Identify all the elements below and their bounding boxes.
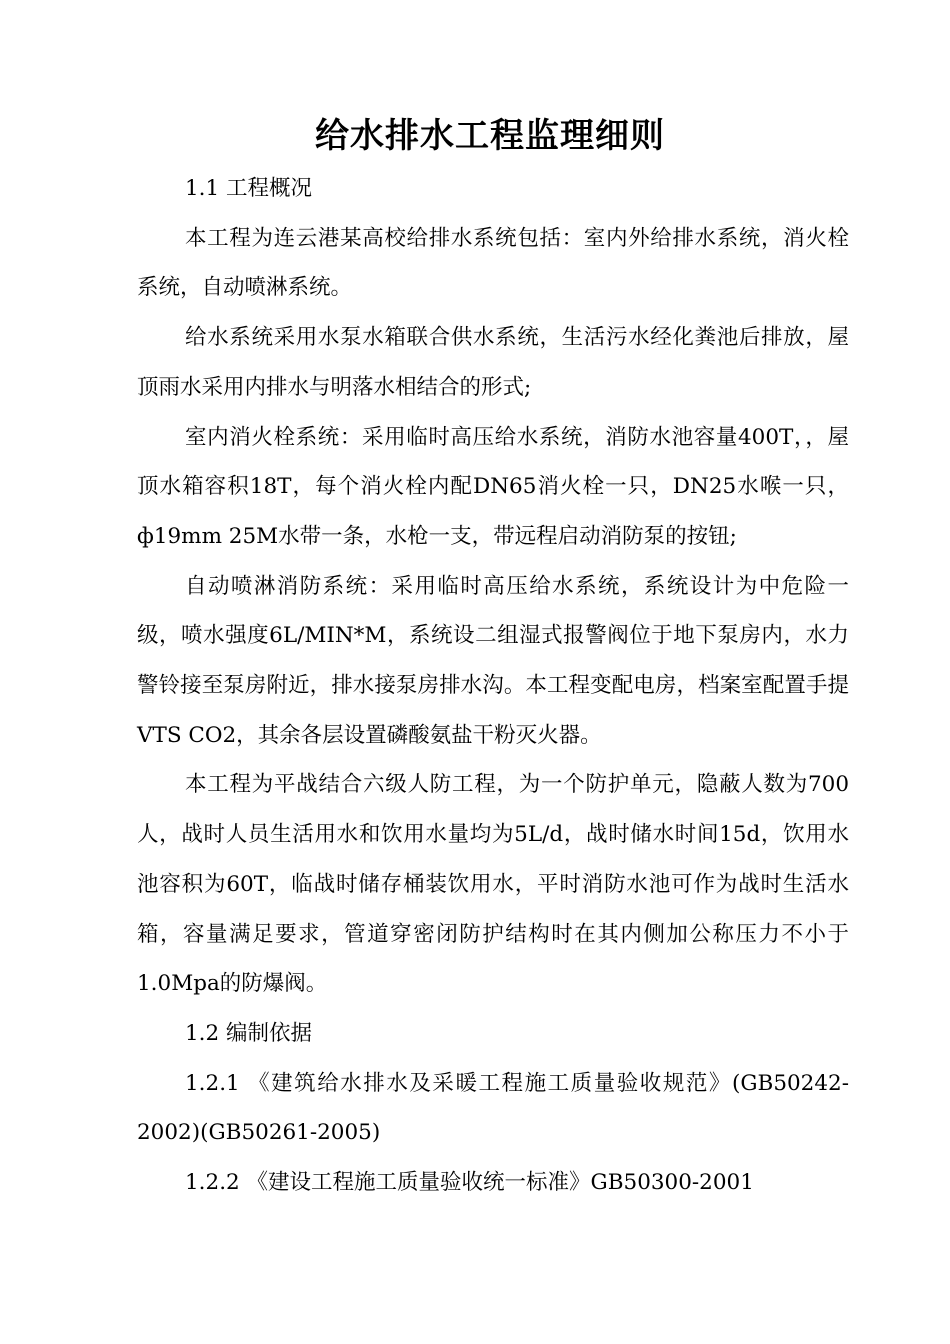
paragraph-sprinkler-system: 自动喷淋消防系统：采用临时高压给水系统，系统设计为中危险一级，喷水强度6L/MIN*M，系统设二组湿式报警阀位于地下泵房内，水力警铃接至泵房附近，排水接泵房排水沟。本工程变配电房，档案室配置手提VTS CO2，其余各层设置磷酸氨盐干粉灭火器。	[137, 573, 849, 748]
paragraph-overview: 本工程为连云港某高校给排水系统包括：室内外给排水系统，消火栓系统，自动喷淋系统。	[137, 225, 849, 301]
section-heading-1-2: 1.2 编制依据	[185, 1020, 313, 1046]
paragraph-civil-defense: 本工程为平战结合六级人防工程，为一个防护单元，隐蔽人数为700人，战时人员生活用水和饮用水量均为5L/d，战时储水时间15d，饮用水池容积为60T，临战时储存桶装饮用水，平时消防水池可作为战时生活水箱，容量满足要求，管道穿密闭防护结构时在其内侧加公称压力不小于1.0Mpa的防爆阀。	[137, 772, 849, 997]
list-item-1-2-1: 1.2.1 《建筑给水排水及采暖工程施工质量验收规范》(GB50242-2002)(GB50261-2005)	[137, 1070, 849, 1146]
document-title: 给水排水工程监理细则	[315, 116, 665, 156]
paragraph-water-supply: 给水系统采用水泵水箱联合供水系统，生活污水经化粪池后排放，屋顶雨水采用内排水与明落水相结合的形式;	[137, 325, 849, 400]
section-heading-1-1: 1.1 工程概况	[185, 176, 313, 201]
paragraph-hydrant-system: 室内消火栓系统：采用临时高压给水系统，消防水池容量400T，，屋顶水箱容积18T，每个消火栓内配DN65消火栓一只，DN25水喉一只，ф19mm 25M水带一条，水枪一支，带远程启动消防泵的按钮;	[137, 424, 849, 549]
document-body	[137, 164, 849, 1208]
list-item-1-2-2: 1.2.2 《建设工程施工质量验收统一标准》GB50300-2001	[185, 1170, 754, 1196]
